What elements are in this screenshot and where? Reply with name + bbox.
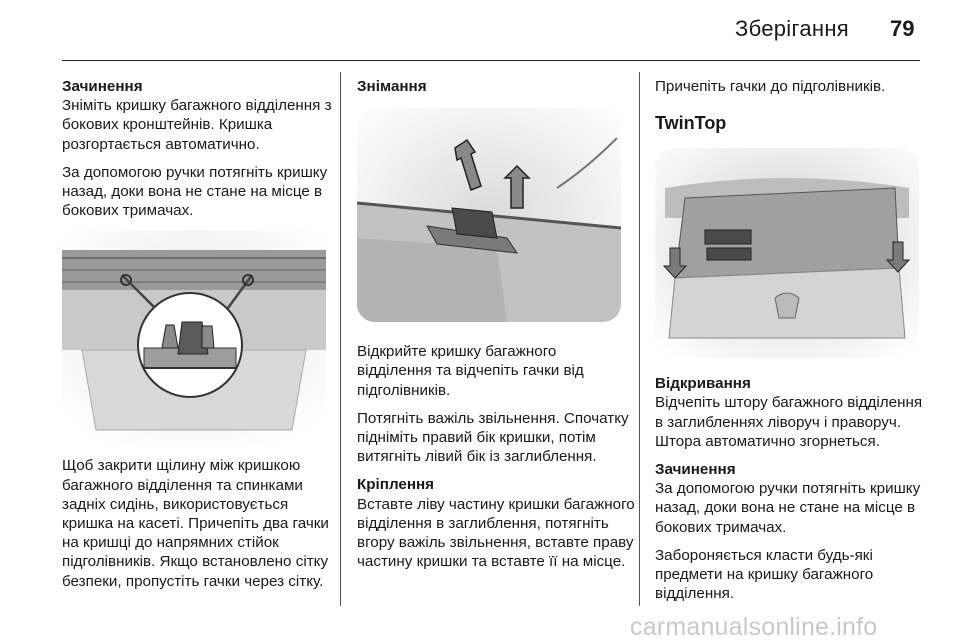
cassette-hook-figure bbox=[62, 230, 326, 442]
removal-paragraph-2: Потягніть важіль звільнення. Спочатку підніміть правий бік кришки, потім витягніть лівий бік із заглиблення. bbox=[357, 409, 629, 466]
removal-heading: Знімання bbox=[357, 78, 427, 95]
column-divider-1 bbox=[340, 72, 341, 606]
page-title: Зберігання bbox=[735, 16, 849, 41]
closing-paragraph-1: Зніміть кришку багажного відділення з бокових кронштейнів. Кришка розгортається автоматично. bbox=[62, 97, 332, 153]
removal-paragraph-1: Відкрийте кришку багажного відділення та відчепіть гачки від підголівників. bbox=[357, 343, 584, 399]
column-3 bbox=[655, 77, 925, 612]
closing-paragraph-2: За допомогою ручки потягніть кришку назад, доки вона не стане на місце в бокових тримачах. bbox=[62, 163, 328, 220]
closing-paragraph-3: Щоб закрити щілину між кришкою багажного відділення та спинками задніх сидінь, використовується кришка на касеті. Причепіть два гачки на кришці до напрямних стійок підголівників. Якщо встановлено сітку безпеки, пропустіть гачки через сітку. bbox=[62, 457, 329, 590]
fitting-paragraph: Вставте ліву частину кришки багажного відділення в заглиблення, потягніть вгору важіль звільнення, вставте праву частину кришки та вставте її на місце. bbox=[357, 495, 635, 571]
header-divider bbox=[62, 60, 920, 61]
release-lever-figure bbox=[357, 108, 621, 322]
twintop-section-title: TwinTop bbox=[655, 113, 727, 134]
opening-paragraph: Відчепіть штору багажного відділення в заглибленнях ліворуч і праворуч. Штора автоматично згорнеться. bbox=[655, 394, 923, 450]
fitting-heading: Кріплення bbox=[357, 476, 435, 494]
closing-heading-twintop: Зачинення bbox=[655, 461, 736, 479]
warning-paragraph: Забороняється класти будь-які предмети на кришку багажного відділення. bbox=[655, 546, 874, 603]
twintop-blind-figure bbox=[655, 148, 919, 358]
attach-hooks-paragraph: Причепіть гачки до підголівників. bbox=[655, 78, 886, 95]
watermark: carmanualsonline.info bbox=[630, 613, 878, 641]
opening-heading: Відкривання bbox=[655, 375, 751, 393]
closing-paragraph-twintop: За допомогою ручки потягніть кришку назад, доки вона не стане на місце в бокових тримачах. bbox=[655, 480, 921, 536]
column-2 bbox=[357, 77, 635, 580]
column-divider-2 bbox=[639, 72, 640, 606]
column-1 bbox=[62, 77, 334, 600]
page-number: 79 bbox=[890, 16, 915, 41]
closing-heading: Зачинення bbox=[62, 78, 143, 95]
